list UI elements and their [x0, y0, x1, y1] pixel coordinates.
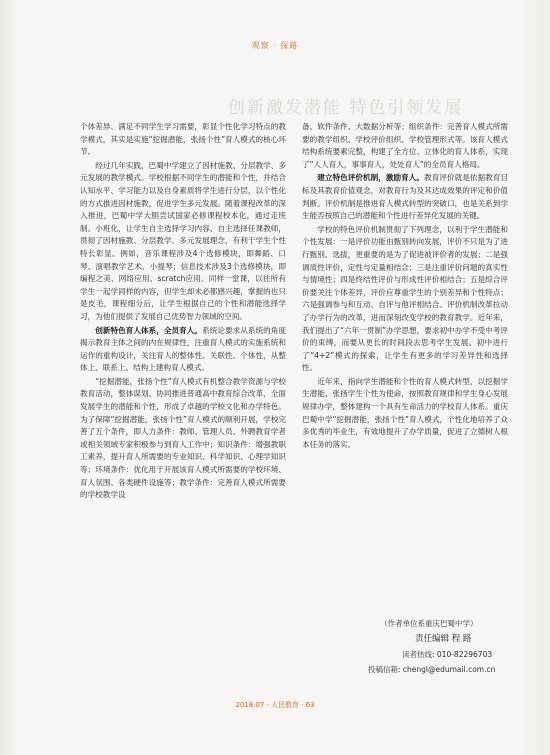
left-column [80, 121, 286, 502]
paragraph [80, 325, 286, 375]
paragraph-lead: 建立特色评价机制，激励育人。 [317, 173, 425, 183]
right-column [302, 121, 508, 451]
author-affiliation: （作者单位系重庆巴蜀中学） [380, 619, 478, 628]
paragraph-lead: 创新特色育人体系，全员育人。 [95, 325, 203, 335]
responsible-editor: 责任编辑 程 路 [415, 634, 472, 644]
page-footer: 2018.07 · 人民教育 · 63 [235, 701, 315, 709]
paragraph-body: 系统论要求从系统的角度揭示教育主体之间的内在规律性，注重育人模式的实施系统和运作的重构设计，关注育人的整体性、关联性、个体性，从整体上、联系上、结构上建构育人模式。 [80, 325, 287, 373]
title-watermark: 创新激发潜能 特色引领发展 [228, 98, 464, 117]
section-header: 观察 · 探路 [251, 41, 299, 50]
paragraph: 经过几年实践，巴蜀中学建立了因材施教、分层教学、多元发展的教学模式。学校根据不同学生的潜能和个性，并结合认知水平、学习能力以及自身素质将学生进行分层，以个性化的方式推进因材施教，促进学生多元发展。随着课程改革的深入推进，巴蜀中学大胆尝试国家必修课程校本化，通过走班制、小班化，让学生自主选择学习内容、自主选择任课教师，贯彻了因材施教、分层教学、多元发展理念，有利于学生个性特长彰显。例如，音乐课程涉及4个选修模块，即舞蹈、口琴、演唱教学艺术、小提琴；信息技术涉及3个选修模块，即编程之美、网络应用、scratch应用。同样一堂课，以往所有学生一起学同样的内容，但学生却未必都感兴趣，掌握的也只是皮毛，课程细分后，让学生根据自己的个性和潜能选择学习，为他们提供了发展自己优势智力领域的空间。 [80, 160, 286, 321]
paragraph [302, 172, 508, 222]
paragraph: 学校的特色评价机制贯彻了下列理念，以利于学生潜能和个性发展：一是评价功能由甄别转向发展，评价不只是为了进行甄别、选拔，更重要的是为了促进被评价者的发展；二是强调质性评价，定性与定量相结合；三是注重评价问题的真实性与情境性；四是终结性评价与形成性评价相结合；五是综合评价要关注个体差异，评价应尊重学生的个别差异和个性特点；六是强调参与和互动、自评与他评相结合。评价机制改革拉动了办学行为的改革，进而深刻改变学校的教育教学。近年来，我们提出了“六年一贯制”办学思想，要求初中办学不受中考评价的束缚，而要从更长的时间段去思考学生发展。初中进行了“4+2”模式的探索，让学生有更多的学习差异性和选择性。 [302, 224, 508, 373]
reader-hotline: 读者热线: 010-82296703 [402, 650, 493, 659]
paragraph: “挖掘潜能，张扬个性”育人模式有机整合教学资源与学校教育活动，整体谋划、协同推进普通高中教育综合改革，全面发展学生的潜能和个性，形成了卓越的学校文化和办学特色。为了保障“挖掘潜能，张扬个性”育人模式的顺利开展，学校完善了五个条件，即人力条件：教师、管理人员、外聘教育学者或相关领域专家积极参与到育人工作中；知识条件：增强教职工素养，提升育人所需要的专业知识、科学知识、心理学知识等；环境条件：优化用于开展该育人模式所需要的学校环境、育人氛围、各类硬件设施等；教学条件：完善育人模式所需要的学校教学设 [80, 376, 286, 500]
paragraph: 近年来，指向学生潜能和个性的育人模式转型，以挖掘学生潜能、张扬学生个性为使命，按照教育规律和学生身心发展规律办学，整体建构一个具有生命活力的学校育人体系。重庆巴蜀中学“挖掘潜能，张扬个性”育人模式，个性化地培养了众多优秀的毕业生，有效地提升了办学质量，促进了立德树人根本任务的落实。 [302, 376, 508, 449]
submission-email: 投稿信箱: chengl@edumail.com.cn [368, 665, 496, 674]
paragraph: 个体差异、满足不同学生学习需要，彰显个性化学习特点的教学模式，其实是实施“挖掘潜能，张扬个性”育人模式的核心环节。 [80, 122, 286, 157]
paragraph: 备、软件条件、大数据分析等；组织条件：完善育人模式所需要的教学组织、学校评价组织、学校管理形式等。该育人模式结构系统要素完整，构建了全方位、立体化的育人体系，实现了“人人育人，事事育人，处处育人”的全员育人格局。 [302, 122, 508, 169]
paragraph-body: 教育评价就是依据教育目标及其教育价值观念，对教育行为及其达成效果的评定和价值判断。评价机制是推进育人模式转型的突破口，也是关系到学生能否按照自己的潜能和个性进行差异化发展的关键。 [302, 173, 509, 221]
